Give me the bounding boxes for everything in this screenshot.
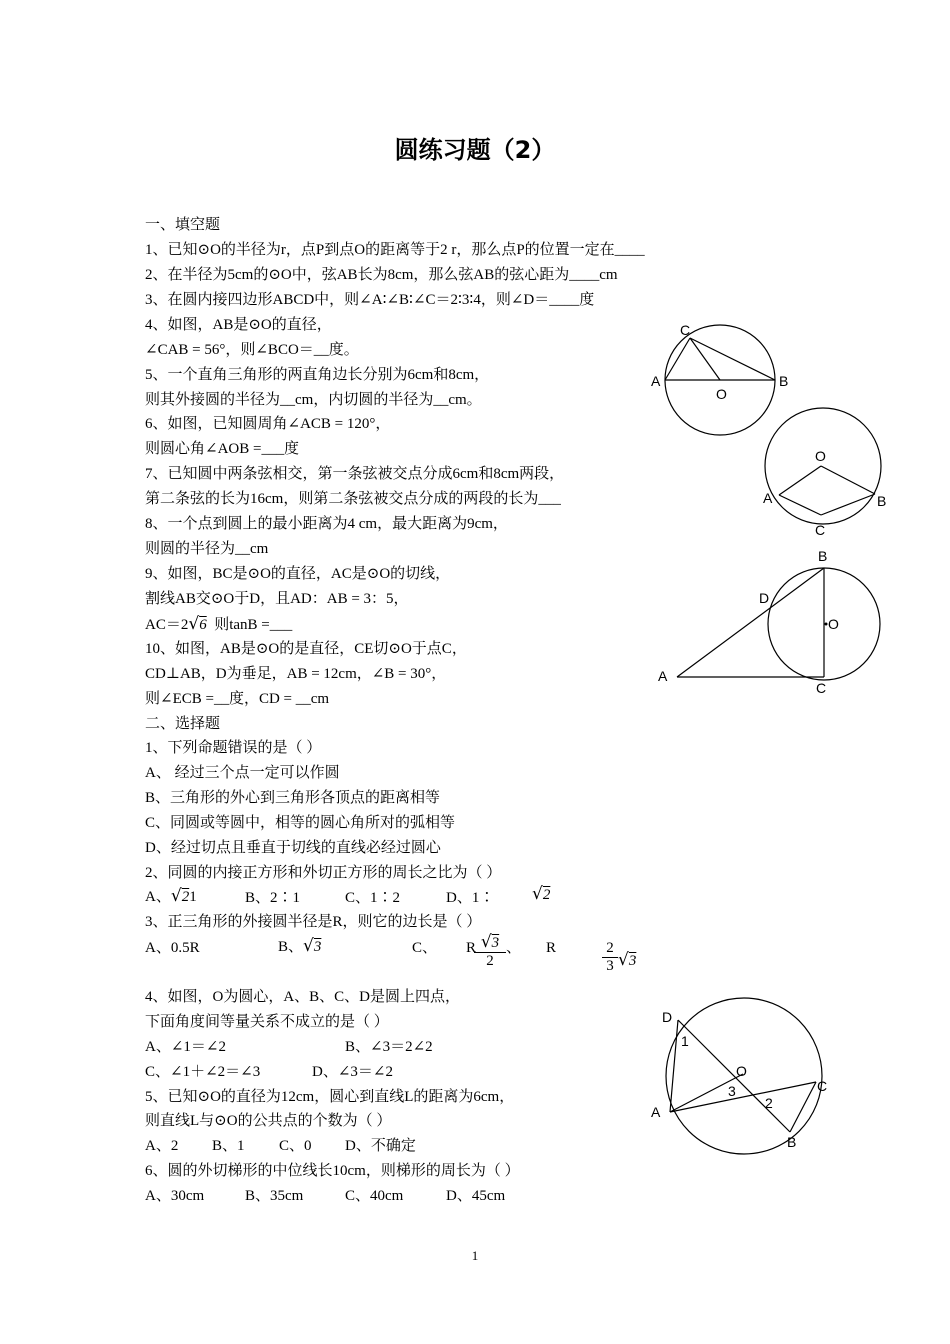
c3-option-b — [278, 936, 321, 957]
c3-option-d-sqrt — [618, 950, 636, 971]
c6-question: 6、圆的外切梯形的中位线长10cm，则梯形的周长为（ ） — [145, 1163, 520, 1179]
fig4-label-angle-3: 3 — [728, 1083, 736, 1099]
c3-option-d-r: R — [546, 940, 557, 956]
q6-fill-line2: 则圆心角∠AOB =___度 — [145, 441, 299, 457]
q6-fill-line1: 6、如图，已知圆周角∠ACB = 120°， — [145, 416, 391, 432]
q3-fill: 3、在圆内接四边形ABCD中，则∠A∶∠B∶∠C＝2∶3∶4，则∠D＝____度 — [145, 292, 595, 308]
q4-fill-line2: ∠CAB = 56°，则∠BCO＝__度。 — [145, 342, 359, 358]
radical-icon: √ — [618, 950, 629, 970]
fig2-label-o: O — [815, 448, 826, 464]
fig4-label-c: C — [817, 1078, 828, 1094]
q8-fill-line2: 则圆的半径为__cm — [145, 541, 269, 557]
fig3-label-o: O — [828, 616, 839, 632]
fig4-label-angle-1: 1 — [681, 1033, 689, 1049]
denominator-two: 2 — [486, 953, 494, 969]
q9-fill-line3 — [145, 614, 292, 635]
c5-option-c: C、0 — [279, 1138, 312, 1154]
c4-question-line1: 4、如图，O为圆心，A、B、C、D是圆上四点， — [145, 989, 461, 1005]
q9-fill-line2: 割线AB交⊙O于D，且AD：AB = 3：5， — [145, 591, 409, 607]
fig4-label-b: B — [787, 1134, 797, 1150]
figure-q9-circle — [650, 545, 885, 695]
radical-icon: √ — [303, 936, 314, 956]
fig2-label-b: B — [877, 493, 887, 509]
radical-icon: √ — [532, 884, 543, 904]
c6-option-c: C、40cm — [345, 1188, 404, 1204]
radical-icon: √ — [480, 932, 492, 952]
c3-option-d-mark: 、 — [506, 940, 522, 956]
c2-option-d-sqrt — [532, 884, 550, 905]
c4-option-c: C、∠1＋∠2＝∠3 — [145, 1064, 261, 1080]
c5-option-a: A、2 — [145, 1138, 179, 1154]
q1-fill: 1、已知⊙O的半径为r，点P到点O的距离等于2 r，那么点P的位置一定在____ — [145, 242, 645, 258]
c1-option-a: A、 经过三个点一定可以作圆 — [145, 765, 340, 781]
fig4-label-a: A — [651, 1104, 661, 1120]
c1-option-b: B、三角形的外心到三角形各顶点的距离相等 — [145, 790, 441, 806]
q5-fill-line2: 则其外接圆的半径为__cm，内切圆的半径为__cm。 — [145, 392, 482, 408]
fig3-label-c: C — [816, 680, 827, 695]
q4-fill-line1: 4、如图，AB是⊙O的直径， — [145, 317, 332, 333]
c3-option-c-r: R — [466, 940, 477, 956]
page-number: 1 — [471, 1248, 479, 1263]
fig1-label-c: C — [680, 322, 691, 338]
radicand-two: 2 — [542, 887, 551, 903]
c1-question: 1、下列命题错误的是（ ） — [145, 740, 322, 756]
c4-option-b: B、∠3＝2∠2 — [345, 1039, 433, 1055]
fig1-label-a: A — [651, 373, 661, 389]
figure-q6-circle — [755, 402, 895, 546]
fig1-label-o: O — [716, 386, 727, 402]
c3-fraction-sqrt3-over-2 — [474, 932, 506, 970]
numerator-two: 2 — [602, 940, 618, 958]
c6-option-b: B、35cm — [245, 1188, 304, 1204]
c3-option-c: C、 — [412, 940, 438, 956]
c2-option-d: D、1∶ — [446, 890, 495, 906]
q10-fill-line1: 10、如图，AB是⊙O的是直径，CE切⊙O于点C， — [145, 641, 467, 657]
fig4-label-angle-2: 2 — [765, 1095, 773, 1111]
figure-c4-circle — [648, 990, 838, 1155]
c3-fraction-2-over-3 — [602, 940, 618, 975]
fig3-label-b: B — [818, 548, 828, 564]
q5-fill-line1: 5、一个直角三角形的两直角边长分别为6cm和8cm， — [145, 367, 490, 383]
q9-tanb-text: 则tanB =___ — [214, 617, 293, 633]
c4-question-line2: 下面角度间等量关系不成立的是（ ） — [145, 1014, 389, 1030]
denominator-three: 3 — [606, 958, 614, 974]
c5-question-line2: 则直线L与⊙O的公共点的个数为（ ） — [145, 1113, 392, 1129]
c6-option-d: D、45cm — [446, 1188, 506, 1204]
fig3-label-d: D — [759, 590, 770, 606]
q7-fill-line2: 第二条弦的长为16cm，则第二条弦被交点分成的两段的长为___ — [145, 491, 561, 507]
c4-option-a: A、∠1＝∠2 — [145, 1039, 226, 1055]
c2-option-c: C、1∶2 — [345, 890, 401, 906]
radicand-two: 2 — [181, 889, 190, 905]
q2-fill: 2、在半径为5cm的⊙O中，弦AB长为8cm，那么弦AB的弦心距为____cm — [145, 267, 618, 283]
c2-question: 2、同圆的内接正方形和外切正方形的周长之比为（ ） — [145, 865, 502, 881]
c2-options — [145, 886, 197, 907]
fig4-label-d: D — [662, 1009, 673, 1025]
c5-question-line1: 5、已知⊙O的直径为12cm，圆心到直线L的距离为6cm， — [145, 1089, 515, 1105]
c5-option-b: B、1 — [212, 1138, 245, 1154]
radicand-three: 3 — [491, 935, 500, 951]
radical-icon: √ — [170, 886, 182, 906]
c3-option-b-label: B、 — [278, 939, 304, 955]
c4-option-d: D、∠3＝∠2 — [312, 1064, 393, 1080]
c3-question: 3、正三角形的外接圆半径是R，则它的边长是（ ） — [145, 914, 482, 930]
c3-option-a: A、0.5R — [145, 940, 200, 956]
radicand-six: 6 — [199, 617, 207, 633]
radical-icon: √ — [188, 614, 200, 634]
section-fill-heading: 一、填空题 — [145, 217, 221, 233]
fig2-label-c: C — [815, 522, 826, 538]
q9-ac-text: AC＝2 — [145, 617, 189, 633]
c2-option-b: B、2∶1 — [245, 890, 301, 906]
c2-option-a-rest: 1 — [189, 889, 197, 905]
fig2-label-a: A — [763, 490, 773, 506]
fig4-label-o: O — [736, 1063, 747, 1079]
q7-fill-line1: 7、已知圆中两条弦相交，第一条弦被交点分成6cm和8cm两段， — [145, 466, 565, 482]
radicand-three: 3 — [628, 953, 637, 969]
q8-fill-line1: 8、一个点到圆上的最小距离为4 cm，最大距离为9cm， — [145, 516, 508, 532]
c2-option-a: A、 — [145, 889, 171, 905]
fig1-label-b: B — [779, 373, 789, 389]
c5-option-d: D、不确定 — [345, 1138, 416, 1154]
q10-fill-line2: CD⊥AB，D为垂足，AB = 12cm，∠B = 30°， — [145, 666, 447, 682]
c6-option-a: A、30cm — [145, 1188, 205, 1204]
radicand-three: 3 — [313, 939, 322, 955]
c1-option-c: C、同圆或等圆中，相等的圆心角所对的弧相等 — [145, 815, 456, 831]
q9-fill-line1: 9、如图，BC是⊙O的直径，AC是⊙O的切线， — [145, 566, 451, 582]
page-title: 圆练习题（2） — [394, 136, 556, 164]
fig3-label-a: A — [658, 668, 668, 684]
q10-fill-line3: 则∠ECB =__度，CD = __cm — [145, 691, 330, 707]
c1-option-d: D、经过切点且垂直于切线的直线必经过圆心 — [145, 840, 441, 856]
section-choice-heading: 二、选择题 — [145, 716, 221, 732]
